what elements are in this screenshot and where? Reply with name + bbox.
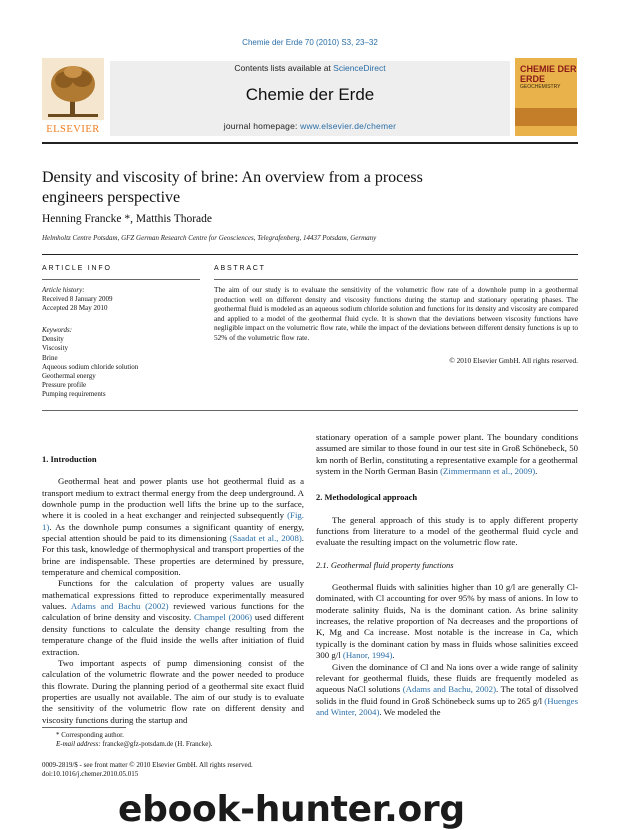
homepage-link[interactable]: www.elsevier.de/chemer [300,121,397,131]
cover-subtitle: GEOCHEMISTRY [520,84,561,90]
section-1-heading: 1. Introduction [42,454,97,464]
keyword: Density [42,335,64,344]
keyword: Pressure profile [42,381,87,390]
abstract-rule [214,279,578,280]
citation-link[interactable]: (Huenges and Winter, 2004) [316,695,578,717]
authors: Henning Francke *, Matthis Thorade [42,213,213,225]
section-2-heading: 2. Methodological approach [316,492,418,503]
title-rule [42,254,578,255]
elsevier-logo [42,58,104,136]
footnote-email: E-mail address: francke@gfz-potsdam.de (H. Francke). [56,740,213,748]
keywords: Keywords: Density Viscosity Brine Aqueous sodium chloride solution Geothermal energy Pressure profile Pumping requirements [42,326,139,399]
journal-reference[interactable]: Chemie der Erde 70 (2010) S3, 23–32 [242,38,378,47]
keyword: Viscosity [42,344,69,353]
subsection-2-1-heading: 2.1. Geothermal fluid property functions [316,559,454,570]
cover-title: CHEMIE DER ERDE [520,64,577,84]
doi-link[interactable]: doi:10.1016/j.chemer.2010.05.015 [42,770,139,778]
citation-link[interactable]: (Saadat et al., 2008) [229,533,302,544]
citation-link[interactable]: Champel (2006) [194,612,253,623]
figure-link[interactable]: (Fig. 1) [42,510,304,532]
citation-link[interactable]: Adams and Bachu (2002) [70,601,169,612]
article-history: Article history: Received 8 January 2009 Accepted 28 May 2010 [42,286,113,312]
citation-link[interactable]: (Hanor, 1994) [342,650,393,661]
article-info-heading: ARTICLE INFO [42,265,112,272]
abstract-text: The aim of our study is to evaluate the sensitivity of the volumetric flow rate of a downhole pump in a geothermal production well on different density and viscosity functions during the startup and stationary operating phases. The geothermal fluid is modeled as an aqueous sodium chloride solution and functions for its density and viscosity are compared and applied to a model of the geothermal fluid cycle. It is shown that the deviations between viscosity functions have negligible impact on the volumetric flow rate, while the impact of the deviations between different density functions is up to 52% of the volumetric flow rate. [214,285,578,342]
keyword: Pumping requirements [42,390,106,399]
watermark: ebook-hunter.org [118,789,465,830]
article-info-rule [42,279,200,280]
citation-link[interactable]: (Adams and Bachu, 2002) [402,684,497,695]
paragraph: The general approach of this study is to apply different property functions from literature to a model of the geothermal fluid cycle and evaluate the resulting impact on the volumetric flow rate. [316,514,578,548]
homepage-line: journal homepage: www.elsevier.de/chemer [223,121,397,131]
paragraph: stationary operation of a sample power plant. The boundary conditions assumed are similar to those found in our test site in Groß Schönebeck, 50 km north of Berlin, constituting a representative example for a geothermal system in the North German Basin (Zimmermann et al., 2009). [316,432,578,477]
footnote-corresponding: * Corresponding author. [56,731,124,739]
keyword: Aqueous sodium chloride solution [42,362,139,371]
footnote-rule [42,727,126,728]
citation-link[interactable]: (Zimmermann et al., 2009) [440,466,536,477]
sciencedirect-link[interactable]: ScienceDirect [333,63,386,73]
abstract-bottom-rule [42,410,578,411]
journal-cover-thumbnail[interactable] [515,58,577,136]
paragraph: Geothermal heat and power plants use hot geothermal fluid as a transport medium to extract thermal energy from the deep underground. A downhole pump in the production well lifts the brine up to the surface, where it is cooled in a heat exchanger and reinjected subsequently (Fig. 1). As the downhole pump consumes a significant quantity of energy, special attention should be paid to its dimensioning (Saadat et al., 2008). For this task, knowledge of thermophysical and transport properties of the brine are indispensable. These properties are determined by pressure, temperature and chemical composition. [42,476,304,578]
paragraph: Functions for the calculation of property values are usually mathematical expressions fitted to reproduce experimentally measured values. Adams and Bachu (2002) reviewed various functions for the calculation of brine density and viscosity. Champel (2006) used different density functions to calculate the density change resulting from the temperature change of the fluid inside the wells after initiation of fluid extraction. [42,578,305,657]
journal-title: Chemie der Erde [245,85,375,104]
cover-band [515,108,577,126]
body-right-column [316,432,578,718]
keyword: Brine [42,353,58,362]
abstract-heading: ABSTRACT [214,265,266,272]
contents-line: Contents lists available at ScienceDirect [234,63,386,73]
email-link[interactable]: francke@gfz-potsdam.de (H. Francke). [102,740,213,748]
paragraph: Geothermal fluids with salinities higher than 10 g/l are generally Cl-dominated, with Cl accounting for over 95% by mass of anions. In low to moderate salinity fluids, Na is the dominant cation. As brine salinity increases, the relative proportion of Na decreases and the proportions of K, Mg and Ca increase. Most notable is the increase in Ca, which typically is the dominant cation by mass in fluids whose salinities exceed 300 g/l (Hanor, 1994). [316,582,578,661]
body-left-column [42,454,304,726]
paragraph: Two important aspects of pump dimensioning consist of the calculation of the volumetric flowrate and the power needed to produce this flowrate. During the planning period of a geothermal site exact fluid properties are usually not available. The aim of our study is to evaluate the sensitivity of the volumetric flow rate on different density and viscosity functions during the startup and [42,657,304,725]
paragraph: Given the dominance of Cl and Na ions over a wide range of salinity relevant for geothermal fluids, these fluids are frequently modeled as aqueous NaCl solutions (Adams and Bachu, 2002). The total of dissolved solids in the fluid found in Groß Schönebeck sums up to 265 g/l (Huenges and Winter, 2004). We modeled the [316,661,578,717]
abstract-copyright: © 2010 Elsevier GmbH. All rights reserved. [449,356,578,365]
paper-title: Density and viscosity of brine: An overview from a process engineers perspective [42,169,423,206]
keyword: Geothermal energy [42,372,96,381]
affiliation: Helmholtz Centre Potsdam, GFZ German Research Centre for Geosciences, Telegrafenberg, 14437 Potsdam, Germany [42,234,377,242]
elsevier-wordmark: ELSEVIER [46,124,100,135]
issn-doi: 0009-2819/$ - see front matter © 2010 Elsevier GmbH. All rights reserved. doi:10.1016/j.chemer.2010.05.015 [42,761,253,778]
header-rule [42,142,578,144]
